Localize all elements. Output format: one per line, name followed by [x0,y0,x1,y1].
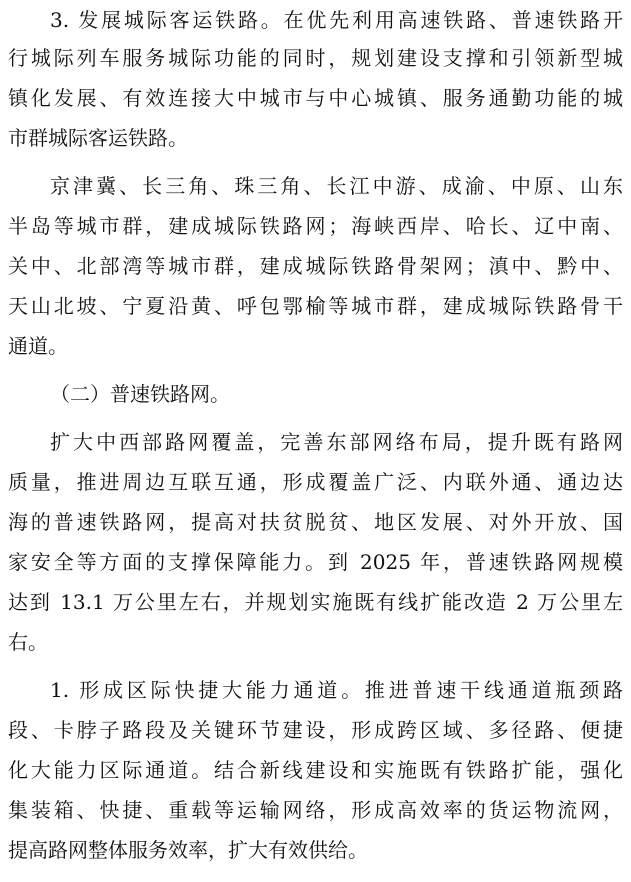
section-heading: （二）普速铁路网。 [50,382,230,406]
text-line: 行城际列车服务城际功能的同时，规划建设支撑和引领新型城 [8,46,623,70]
text-line: 关中、北部湾等城市群，建成城际铁路骨架网；滇中、黔中、 [8,254,623,278]
text-line: 京津冀、长三角、珠三角、长江中游、成渝、中原、山东 [50,174,623,198]
text-line: 家安全等方面的支撑保障能力。到 2025 年，普速铁路网规模 [8,550,623,574]
text-line: 集装箱、快捷、重载等运输网络，形成高效率的货运物流网， [8,798,623,822]
text-line: 1. 形成区际快捷大能力通道。推进普速干线通道瓶颈路 [50,678,623,702]
text-line: 质量，推进周边互联互通，形成覆盖广泛、内联外通、通边达 [8,470,623,494]
text-line: 段、卡脖子路段及关键环节建设，形成跨区域、多径路、便捷 [8,718,623,742]
text-line: 半岛等城市群，建成城际铁路网；海峡西岸、哈长、辽中南、 [8,214,623,238]
text-line: 右。 [8,630,48,654]
text-line: 市群城际客运铁路。 [8,126,188,150]
text-line: 3. 发展城际客运铁路。在优先利用高速铁路、普速铁路开 [50,8,623,32]
text-line: 化大能力区际通道。结合新线建设和实施既有铁路扩能，强化 [8,758,623,782]
text-line: 海的普速铁路网，提高对扶贫脱贫、地区发展、对外开放、国 [8,510,623,534]
text-line: 达到 13.1 万公里左右，并规划实施既有线扩能改造 2 万公里左 [8,590,623,614]
text-line: 通道。 [8,334,68,358]
text-line: 提高路网整体服务效率，扩大有效供给。 [8,838,368,862]
text-line: 天山北坡、宁夏沿黄、呼包鄂榆等城市群，建成城际铁路骨干 [8,294,623,318]
text-line: 镇化发展、有效连接大中城市与中心城镇、服务通勤功能的城 [8,86,623,110]
text-line: 扩大中西部路网覆盖，完善东部网络布局，提升既有路网 [50,430,623,454]
